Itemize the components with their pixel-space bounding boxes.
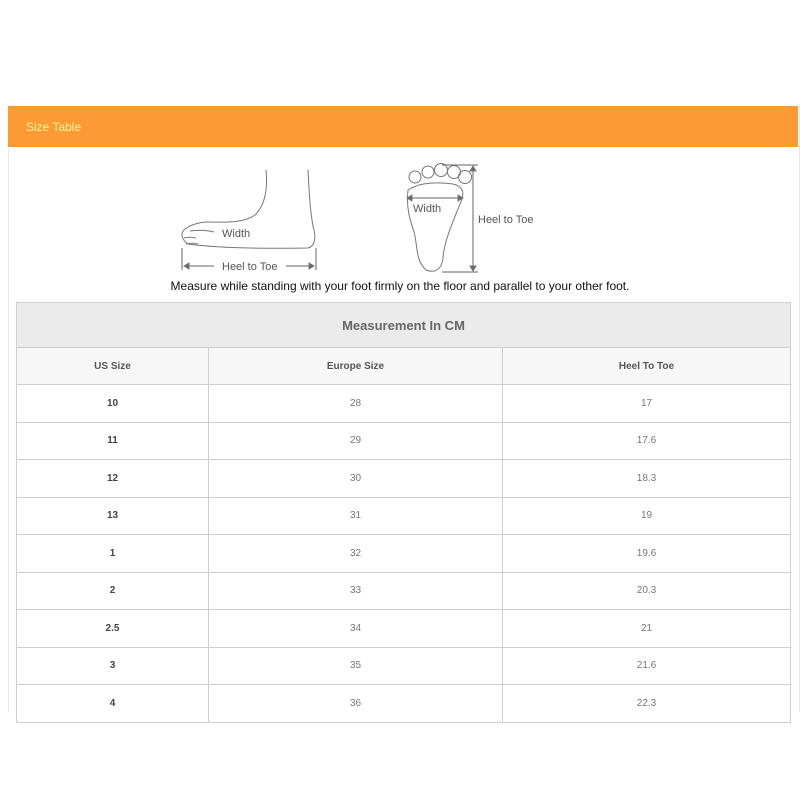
- size-table: [16, 302, 791, 723]
- heel-to-toe-cell: 17: [503, 385, 791, 423]
- europe-size-cell: 36: [209, 685, 503, 723]
- table-row: [17, 497, 791, 535]
- sole-length-label: Heel to Toe: [478, 214, 534, 226]
- us-size-cell: 2: [17, 572, 209, 610]
- heel-to-toe-cell: 19.6: [503, 535, 791, 573]
- sole-width-label: Width: [413, 203, 442, 215]
- heel-to-toe-cell: 20.3: [503, 572, 791, 610]
- column-header-us-size: US Size: [17, 348, 209, 385]
- measurement-caption: Measure while standing with your foot firmly on the floor and parallel to your other foot.: [170, 279, 630, 293]
- heel-to-toe-cell: 17.6: [503, 422, 791, 460]
- europe-size-cell: 30: [209, 460, 503, 498]
- table-row: [17, 535, 791, 573]
- europe-size-cell: 33: [209, 572, 503, 610]
- us-size-cell: 11: [17, 422, 209, 460]
- heel-to-toe-cell: 22.3: [503, 685, 791, 723]
- heel-to-toe-cell: 19: [503, 497, 791, 535]
- foot-measurement-illustration: [170, 160, 560, 280]
- side-length-label: Heel to Toe: [222, 261, 278, 273]
- table-row: [17, 422, 791, 460]
- us-size-cell: 13: [17, 497, 209, 535]
- table-row: [17, 685, 791, 723]
- us-size-cell: 3: [17, 647, 209, 685]
- us-size-cell: 12: [17, 460, 209, 498]
- us-size-cell: 1: [17, 535, 209, 573]
- europe-size-cell: 35: [209, 647, 503, 685]
- europe-size-cell: 32: [209, 535, 503, 573]
- europe-size-cell: 29: [209, 422, 503, 460]
- side-width-label: Width: [222, 228, 251, 240]
- column-header-heel-to-toe: Heel To Toe: [503, 348, 791, 385]
- table-row: [17, 460, 791, 498]
- us-size-cell: 10: [17, 385, 209, 423]
- size-table-header: [8, 106, 798, 147]
- table-title: Measurement In CM: [17, 303, 791, 348]
- table-row: [17, 647, 791, 685]
- heel-to-toe-cell: 21: [503, 610, 791, 648]
- table-row: [17, 610, 791, 648]
- table-row: [17, 385, 791, 423]
- header-title: Size Table: [26, 120, 82, 134]
- side-foot-drawing: [182, 170, 316, 270]
- europe-size-cell: 31: [209, 497, 503, 535]
- europe-size-cell: 28: [209, 385, 503, 423]
- heel-to-toe-cell: 18.3: [503, 460, 791, 498]
- heel-to-toe-cell: 21.6: [503, 647, 791, 685]
- europe-size-cell: 34: [209, 610, 503, 648]
- us-size-cell: 4: [17, 685, 209, 723]
- table-row: [17, 572, 791, 610]
- column-header-europe-size: Europe Size: [209, 348, 503, 385]
- sole-foot-drawing: [407, 164, 478, 273]
- us-size-cell: 2.5: [17, 610, 209, 648]
